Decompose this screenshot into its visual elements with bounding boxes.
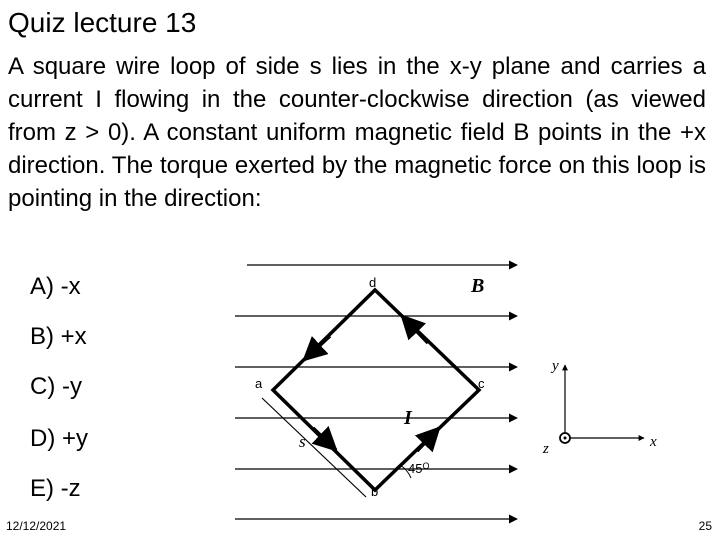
footer-date: 12/12/2021 <box>6 519 67 533</box>
choice-e[interactable]: E) -z <box>30 475 81 502</box>
slide-title: Quiz lecture 13 <box>8 7 197 38</box>
corner-label-c: c <box>478 376 485 391</box>
corner-label-b: b <box>371 484 379 499</box>
side-label: s <box>299 432 306 451</box>
choice-d[interactable]: D) +y <box>30 425 89 452</box>
current-arrow <box>402 316 428 343</box>
corner-label-d: d <box>369 275 377 290</box>
corner-label-a: a <box>255 376 263 391</box>
current-arrow <box>313 428 336 450</box>
angle-label: $45^O$ <box>408 461 430 476</box>
square-loop <box>273 290 479 490</box>
axis-label-x: x <box>650 434 657 450</box>
coordinate-axes <box>542 358 657 457</box>
question-text: A square wire loop of side s lies in the x-y plane and carries a current I flowing in the counter-clockwise direction (as viewed from z > 0). A constant uniform magnetic field B points in the +x direction. The torque exerted by the magnetic force on this loop is pointing in the direction: <box>8 53 706 212</box>
side-dimension-line <box>262 398 366 497</box>
field-label: B <box>471 275 485 297</box>
choice-b[interactable]: B) +x <box>30 323 87 350</box>
page-number: 25 <box>698 519 712 533</box>
axis-label-y: y <box>552 358 559 374</box>
axis-label-z: z <box>543 441 549 457</box>
current-arrow <box>304 336 330 360</box>
current-arrow <box>417 428 439 451</box>
choice-a[interactable]: A) -x <box>30 273 81 300</box>
current-label: I <box>404 407 412 429</box>
choice-c[interactable]: C) -y <box>30 373 82 400</box>
